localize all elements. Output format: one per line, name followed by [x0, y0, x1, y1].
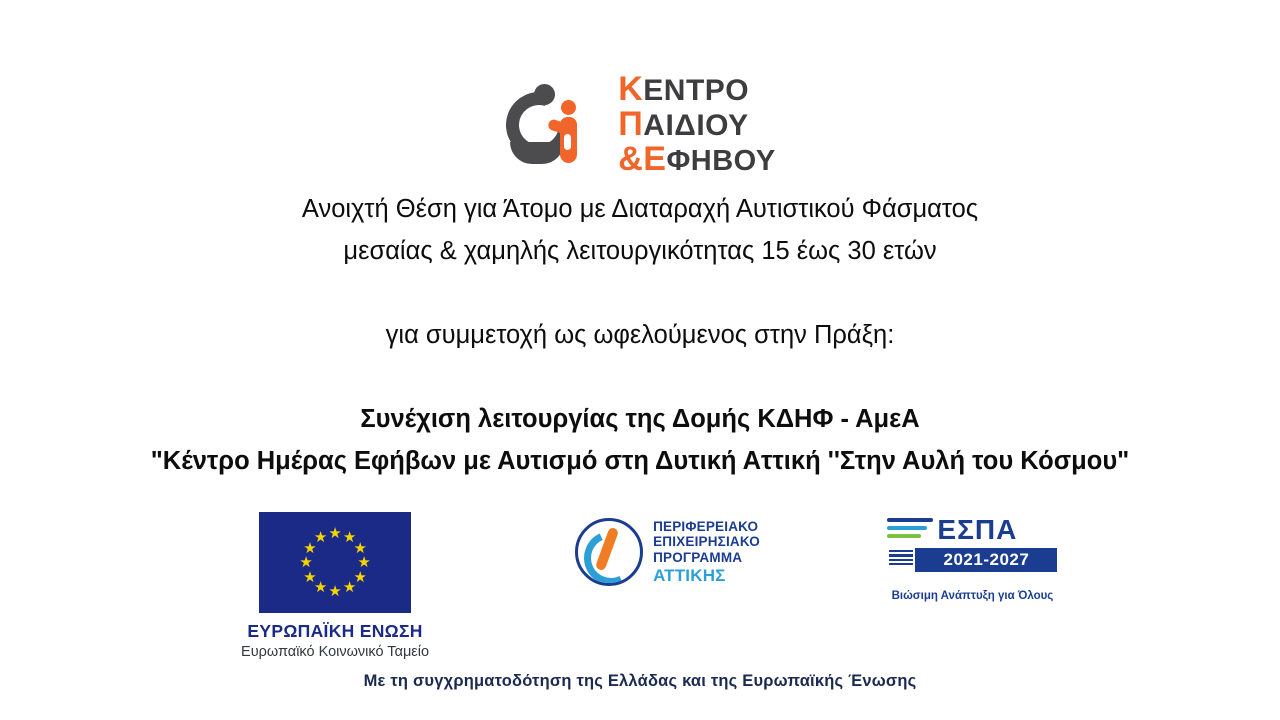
pep-line-1: ΠΕΡΙΦΕΡΕΙΑΚΟ [653, 518, 759, 534]
logo-wordmark-rest-2: ΑΙΔΙΟΥ [643, 109, 749, 143]
eu-star-icon: ★ [357, 554, 371, 571]
organization-logo [0, 72, 1280, 177]
announcement-text [0, 188, 1280, 482]
pep-line-4: ΑΤΤΙΚΗΣ [653, 565, 726, 585]
eu-star-icon: ★ [342, 579, 357, 597]
logo-wordmark-accent-2: Π [618, 105, 644, 144]
announcement-line-4: Συνέχιση λειτουργίας της Δομής ΚΔΗΦ - ΑμεΑ [360, 405, 920, 433]
eu-star-icon: ★ [313, 579, 328, 597]
logo-wordmark [618, 72, 776, 177]
announcement-line-5: "Κέντρο Ημέρας Εφήβων με Αυτισμό στη Δυτική Αττική ''Στην Αυλή του Κόσμου" [150, 447, 1130, 475]
eu-star-icon: ★ [328, 525, 342, 542]
greek-flag-icon [889, 550, 913, 568]
funding-logos-row [0, 512, 1280, 660]
pep-attikis-logo-icon [575, 518, 643, 586]
logo-adult-body-shape [510, 142, 564, 164]
eu-star-icon: ★ [303, 539, 317, 557]
logo-wordmark-rest-1: ΕΝΤΡΟ [643, 74, 750, 107]
eu-star-icon: ★ [353, 568, 367, 586]
announcement-spacer-2 [0, 356, 1280, 398]
logo-wordmark-ampersand: & [618, 140, 644, 179]
pep-line-3: ΠΡΟΓΡΑΜΜΑ [653, 549, 743, 565]
kentro-paidiou-efivou-logo-icon [504, 82, 600, 168]
eu-star-icon: ★ [342, 528, 357, 546]
eu-logo-subtitle: Ευρωπαϊκό Κοινωνικό Ταμείο [241, 644, 430, 660]
eu-logo-block [215, 512, 455, 660]
logo-wordmark-line-1 [618, 72, 776, 107]
pep-attikis-logo-block [575, 512, 760, 586]
logo-wordmark-rest-3: ΦΗΒΟΥ [666, 145, 776, 178]
eu-star-icon: ★ [303, 568, 317, 586]
eu-star-icon: ★ [328, 583, 342, 600]
announcement-spacer-1 [0, 272, 1280, 314]
announcement-line-1: Ανοιχτή Θέση για Άτομο με Διαταραχή Αυτιστικού Φάσματος [301, 195, 979, 223]
logo-wordmark-line-3 [618, 142, 776, 177]
logo-wordmark-accent-3: Ε [643, 140, 667, 179]
espa-wordmark: ΕΣΠΑ [937, 514, 1018, 545]
pep-line-2: ΕΠΙΧΕΙΡΗΣΙΑΚΟ [653, 534, 760, 550]
espa-tagline: Βιώσιμη Ανάπτυξη για Όλους [891, 590, 1054, 602]
eu-star-icon: ★ [313, 528, 328, 546]
cofinancing-note: Με τη συγχρηματοδότηση της Ελλάδας και της Ευρωπαϊκής Ένωσης [363, 672, 917, 690]
espa-logo-icon [887, 514, 1057, 584]
announcement-line-2: μεσαίας & χαμηλής λειτουργικότητας 15 έως 30 ετών [343, 237, 937, 265]
espa-logo-block [880, 512, 1065, 602]
eu-star-icon: ★ [299, 554, 313, 571]
logo-negative-space-shape [564, 134, 571, 150]
eu-logo-title: ΕΥΡΩΠΑΪΚΗ ΕΝΩΣΗ [247, 621, 423, 641]
espa-stripes-shape [887, 518, 933, 548]
logo-wordmark-line-2 [618, 107, 776, 142]
pep-attikis-wordmark [653, 519, 760, 586]
european-union-flag-icon [259, 512, 411, 613]
eu-star-icon: ★ [353, 539, 367, 557]
logo-adult-head-shape [534, 84, 555, 105]
espa-years-badge: 2021-2027 [915, 548, 1057, 572]
logo-child-head-shape [561, 100, 576, 115]
announcement-line-3: για συμμετοχή ως ωφελούμενος στην Πράξη: [385, 321, 895, 349]
logo-wordmark-accent-1: Κ [618, 70, 644, 108]
